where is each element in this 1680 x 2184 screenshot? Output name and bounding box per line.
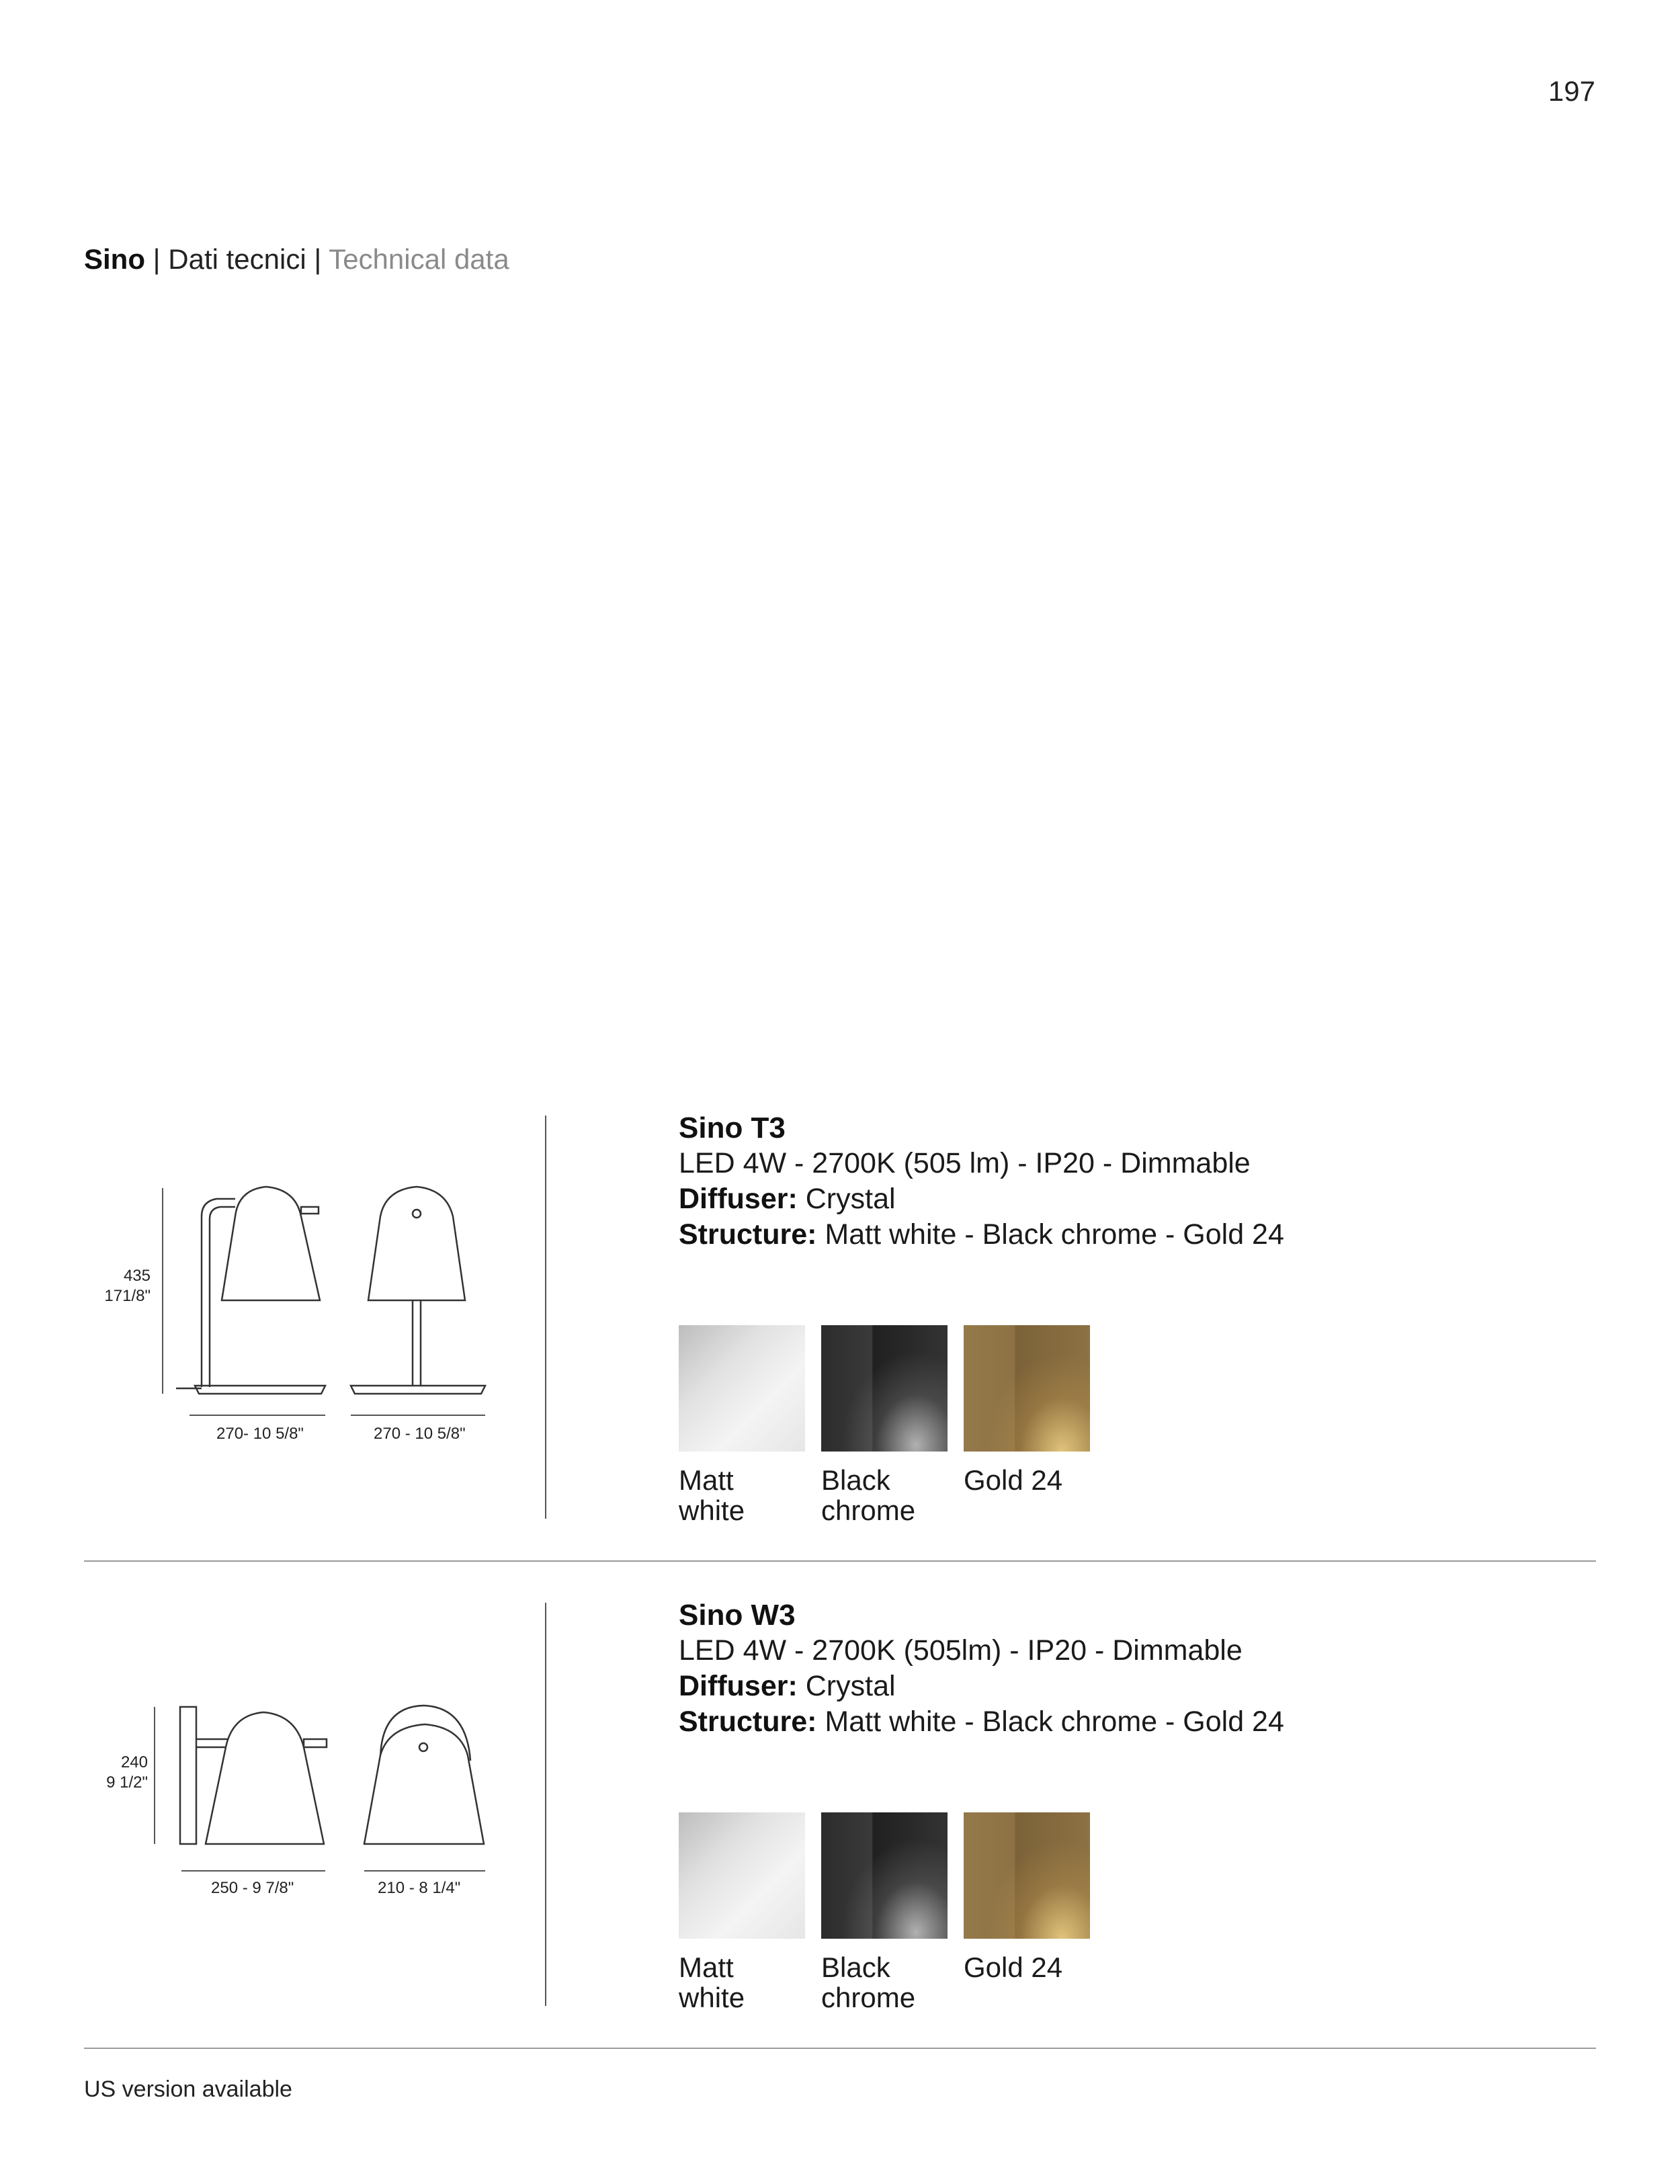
height-dimension (67, 1753, 148, 1793)
finish-label-black-chrome: Black chrome (821, 1951, 916, 2013)
height-mm: 240 (120, 1753, 148, 1771)
structure-value: Matt white - Black chrome - Gold 24 (825, 1218, 1284, 1251)
product-spec: LED 4W - 2700K (505 lm) - IP20 - Dimmable (679, 1147, 1251, 1179)
diffuser-value: Crystal (805, 1183, 896, 1215)
product-info-sino-w3 (679, 1597, 1606, 1740)
structure-line (679, 1704, 1606, 1740)
footer-note: US version available (84, 2076, 292, 2102)
finish-label-matt-white: Matt white (679, 1464, 745, 1526)
title-separator: | (153, 243, 161, 275)
diffuser-label: Diffuser: (679, 1183, 798, 1215)
structure-value: Matt white - Black chrome - Gold 24 (825, 1706, 1284, 1738)
finish-swatch-matt-white (679, 1812, 805, 1939)
front-width-dimension: 210 - 8 1/4" (378, 1879, 461, 1897)
front-width-dimension: 270 - 10 5/8" (374, 1425, 466, 1443)
title-english: Technical data (329, 243, 509, 275)
diffuser-label: Diffuser: (679, 1670, 798, 1702)
finish-label-matt-white: Matt white (679, 1951, 745, 2013)
title-product: Sino (84, 243, 145, 275)
product-spec: LED 4W - 2700K (505lm) - IP20 - Dimmable (679, 1634, 1243, 1667)
finish-label-gold-24: Gold 24 (964, 1951, 1063, 1983)
finish-label-black-chrome: Black chrome (821, 1464, 916, 1526)
height-mm: 435 (123, 1267, 151, 1285)
product-name: Sino T3 (679, 1111, 786, 1144)
height-in: 171/8" (104, 1287, 151, 1305)
page-number: 197 (1548, 75, 1595, 107)
side-width-dimension: 270- 10 5/8" (216, 1425, 304, 1443)
finish-swatch-black-chrome (821, 1812, 948, 1939)
finish-label-gold-24: Gold 24 (964, 1464, 1063, 1496)
section-divider (84, 2048, 1596, 2049)
diffuser-value: Crystal (805, 1670, 896, 1702)
title-italian: Dati tecnici (168, 243, 306, 275)
height-in: 9 1/2" (106, 1773, 148, 1792)
title-separator: | (314, 243, 322, 275)
side-width-dimension: 250 - 9 7/8" (211, 1879, 294, 1897)
structure-label: Structure: (679, 1706, 817, 1738)
structure-label: Structure: (679, 1218, 817, 1251)
diffuser-line (679, 1669, 1606, 1704)
product-name: Sino W3 (679, 1599, 796, 1632)
finish-swatch-gold-24 (964, 1812, 1090, 1939)
